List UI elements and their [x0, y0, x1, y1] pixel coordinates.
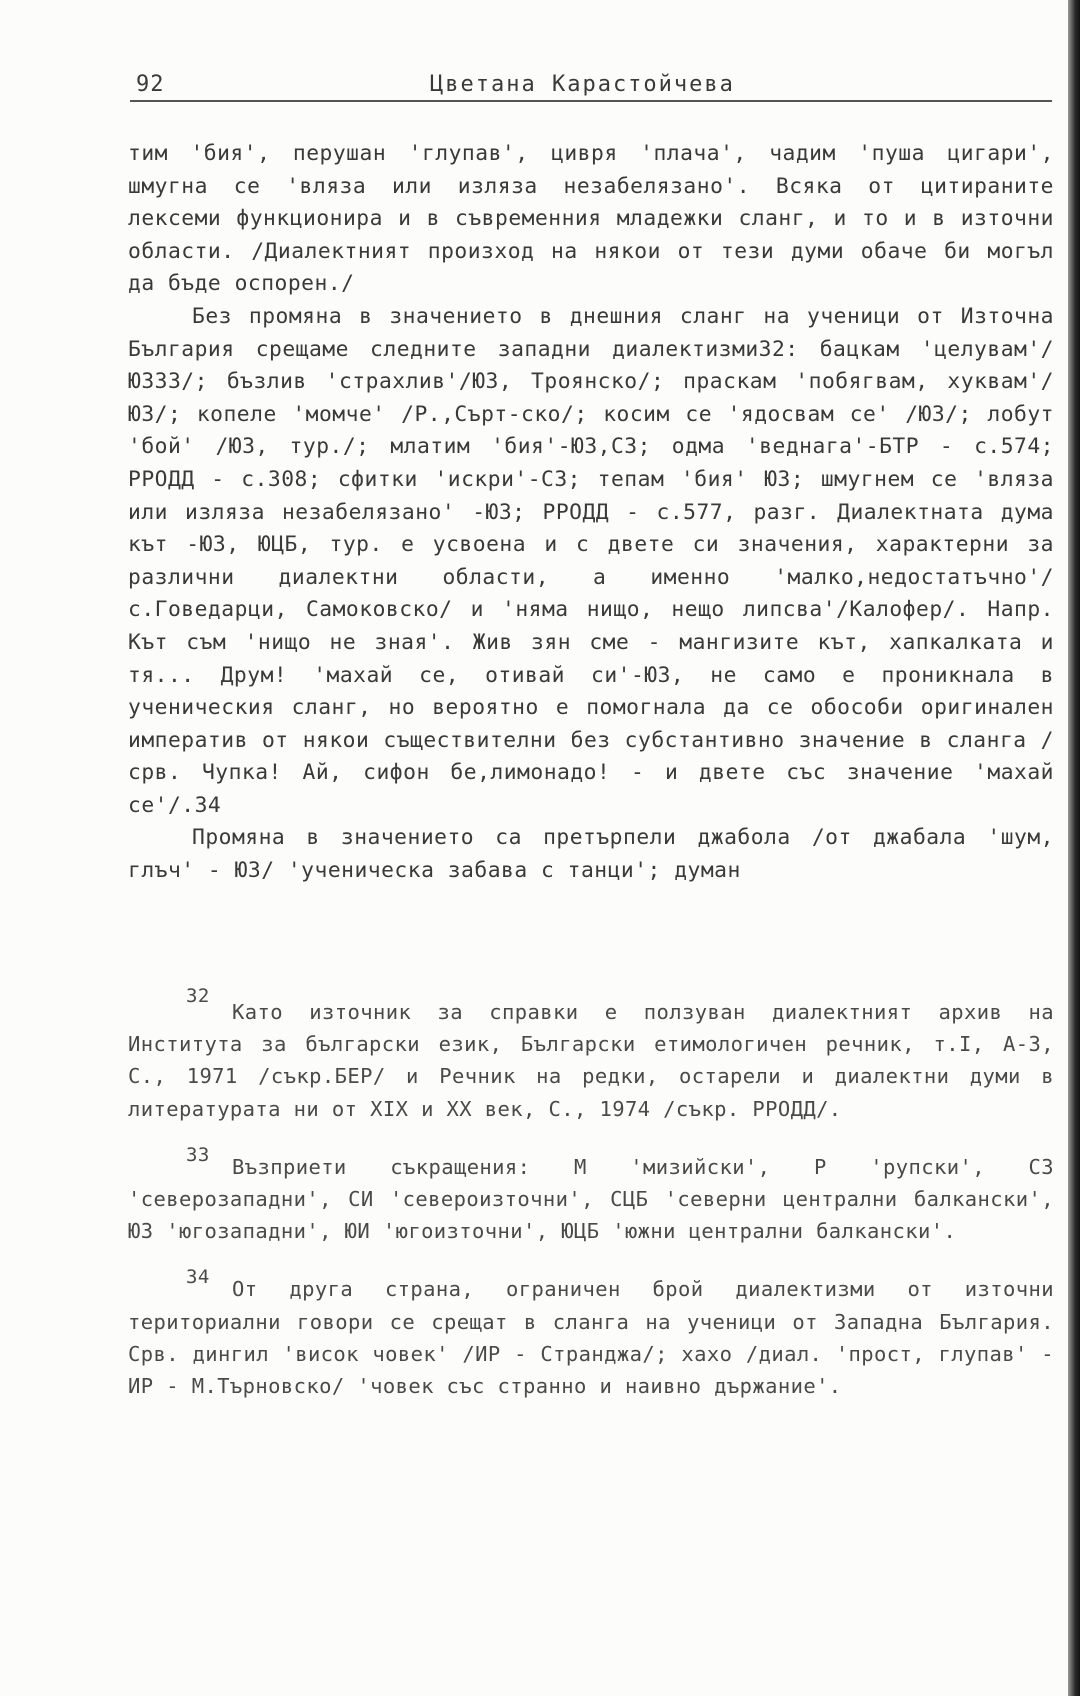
footnote-number: 32 [186, 985, 210, 1007]
body-paragraph: Без промяна в значението в днешния сланг на ученици от Източна България срещаме следните западни диалектизми32: бацкам 'целувам'/ЮЗ33/; бъзлив 'страхлив'/ЮЗ, Троянско/; праскам 'побягвам, хуквам'/ЮЗ/; копеле 'момче' /Р.,Сърт-ско/; косим се 'ядосвам се' /ЮЗ/; лобут 'бой' /ЮЗ, тур./; млатим 'бия'-ЮЗ,СЗ; одма 'веднага'-БТР - с.574; РРОДД - с.308; сфитки 'искри'-СЗ; тепам 'бия' ЮЗ; шмугнем се 'вляза или изляза незабелязано' -ЮЗ; РРОДД - с.577, разг. Диалектната дума кът -ЮЗ, ЮЦБ, тур. е усвоена и с двете си значения, характерни за различни диалектни области, а именно 'малко,недостатъчно'/с.Говедарци, Самоковско/ и 'няма нищо, нещо липсва'/Калофер/. Напр. Кът съм 'нищо не зная'. Жив зян сме - мангизите кът, хапкалката и тя... Друм! 'махай се, отивай си'-ЮЗ, не само е проникнала в ученическия сланг, но вероятно е помогнала да се обособи оригинален императив от някои съществителни без субстантивно значение в сланга /срв. Чупка! Ай, сифон бе,лимонадо! - и двете със значение 'махай се'/.34 [128, 303, 1054, 818]
main-text [128, 138, 1054, 888]
footnote-text: Като източник за справки е ползуван диалектният архив на Института за български език, Български етимологичен речник, т.I, А-З, С., 1971 /съкр.БЕР/ и Речник на редки, остарели и диалектни думи в литературата ни от XIX и XX век, С., 1974 /съкр. РРОДД/. [128, 1000, 1054, 1121]
footnote-number: 33 [186, 1143, 210, 1166]
footnote-text: От друга страна, ограничен брой диалектизми от източни териториални говори се срещат в сланга на ученици от Западна България. Срв. дингил 'висок човек' /ИР - Странджа/; хахо /диал. 'прост, глупав' - ИР - М.Търновско/ 'човек със странно и наивно държание'. [128, 1277, 1054, 1399]
footnote-text: Възприети съкращения: М 'мизийски', Р 'рупски', СЗ 'северозападни', СИ 'североизточни', СЦБ 'северни централни балкански', ЮЗ 'югозападни', ЮИ 'югоизточни', ЮЦБ 'южни централни балкански'. [128, 1154, 1054, 1244]
body-paragraph: Промяна в значението са претърпели джабола /от джабала 'шум, глъч' - ЮЗ/ 'ученическа забава с танци'; думан [128, 825, 1054, 884]
body-paragraph: тим 'бия', перушан 'глупав', цивря 'плача', чадим 'пуша цигари', шмугна се 'вляза или изляза незабелязано'. Всяка от цитираните лексеми функционира и в съвременния младежки сланг, и то и в източни области. /Диалектният произход на някои от тези думи обаче би могъл да бъде оспорен./ [128, 141, 1054, 297]
page-binding-edge [1068, 0, 1080, 1696]
running-head-author: Цветана Карастойчева [430, 72, 735, 97]
page-number: 92 [136, 72, 165, 97]
running-header [130, 66, 1052, 102]
footnote [128, 1267, 1054, 1402]
footnote [128, 1145, 1054, 1248]
footnotes-section [128, 986, 1054, 1412]
footnote-number: 34 [186, 1266, 210, 1289]
footnote [128, 986, 1054, 1125]
